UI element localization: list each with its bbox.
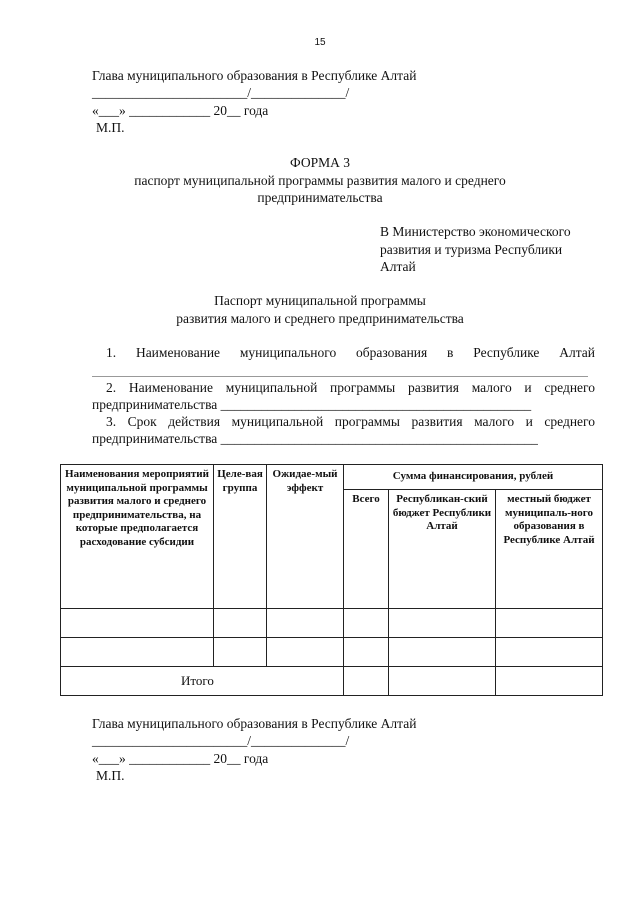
table-cell (496, 638, 603, 667)
table-cell (496, 667, 603, 696)
date-line: «___» ____________ 20__ года (92, 103, 269, 118)
passport-title-line2: развития малого и среднего предпринимательства (176, 311, 464, 326)
table-row (61, 638, 603, 667)
bottom-signature-line: _______________________/______________/ (92, 733, 350, 748)
item-municipality-fill-line (92, 376, 588, 377)
table-total-row (61, 667, 603, 696)
page-number: 15 (314, 37, 326, 48)
item-program-line2: предпринимательства ______________________________________________ (92, 397, 532, 412)
header-expected-effect (267, 465, 344, 609)
subheader-local-budget-text: местный бюджет муниципаль-ного образования в Республике Алтай (503, 493, 595, 546)
item-term-line2: предпринимательства _______________________________________________ (92, 431, 538, 446)
bottom-date-line: «___» ____________ 20__ года (92, 751, 269, 766)
form-subtitle-line2: предпринимательства (257, 190, 383, 205)
table-cell (61, 609, 214, 638)
signature-line: _______________________/______________/ (92, 85, 350, 100)
item-term-line1: 3. Срок действия муниципальной программы развития малого и среднего (106, 414, 595, 429)
total-label-text: Итого (181, 673, 214, 689)
header-activities-text: Наименования мероприятий муниципальной программы развития малого и среднего предпринимательства, на которые предполагается расходование субсидии (65, 468, 209, 548)
table-row (61, 609, 603, 638)
table-cell (389, 638, 496, 667)
table-cell (267, 638, 344, 667)
subheader-republic-budget-text: Республикан-ский бюджет Республики Алтай (392, 493, 492, 532)
subheader-local-budget (496, 490, 603, 609)
table-cell (214, 609, 267, 638)
subheader-republic-budget (389, 490, 496, 609)
passport-title-line1: Паспорт муниципальной программы (214, 293, 426, 308)
form-subtitle-line1: паспорт муниципальной программы развития малого и среднего (134, 173, 506, 188)
header-funding (344, 465, 603, 490)
header-target-group-text: Целе-вая группа (217, 468, 263, 494)
table-cell (214, 638, 267, 667)
table-cell (389, 609, 496, 638)
header-expected-effect-text: Ожидае-мый эффект (272, 468, 338, 494)
table-cell (389, 667, 496, 696)
item-program-line1: 2. Наименование муниципальной программы развития малого и среднего (106, 380, 595, 395)
subheader-total (344, 490, 389, 609)
table-cell (496, 609, 603, 638)
table-cell (344, 609, 389, 638)
subheader-total-text: Всего (352, 493, 380, 505)
header-funding-text: Сумма финансирования, рублей (392, 470, 554, 483)
bottom-stamp-label: М.П. (96, 768, 125, 783)
table-cell (267, 609, 344, 638)
addressee-line3: Алтай (380, 259, 416, 274)
item-municipality: 1. Наименование муниципального образования в Республике Алтай (106, 345, 595, 360)
header-activities (61, 465, 214, 609)
form-title: ФОРМА 3 (290, 155, 350, 170)
addressee-line1: В Министерство экономического (380, 224, 571, 239)
total-label (61, 667, 344, 696)
table-cell (344, 638, 389, 667)
addressee-line2: развития и туризма Республики (380, 242, 563, 257)
head-title: Глава муниципального образования в Республике Алтай (92, 68, 417, 83)
table-cell (344, 667, 389, 696)
stamp-label: М.П. (96, 120, 125, 135)
bottom-head-title: Глава муниципального образования в Республике Алтай (92, 716, 417, 731)
table-cell (61, 638, 214, 667)
header-target-group (214, 465, 267, 609)
financing-table (60, 464, 603, 696)
